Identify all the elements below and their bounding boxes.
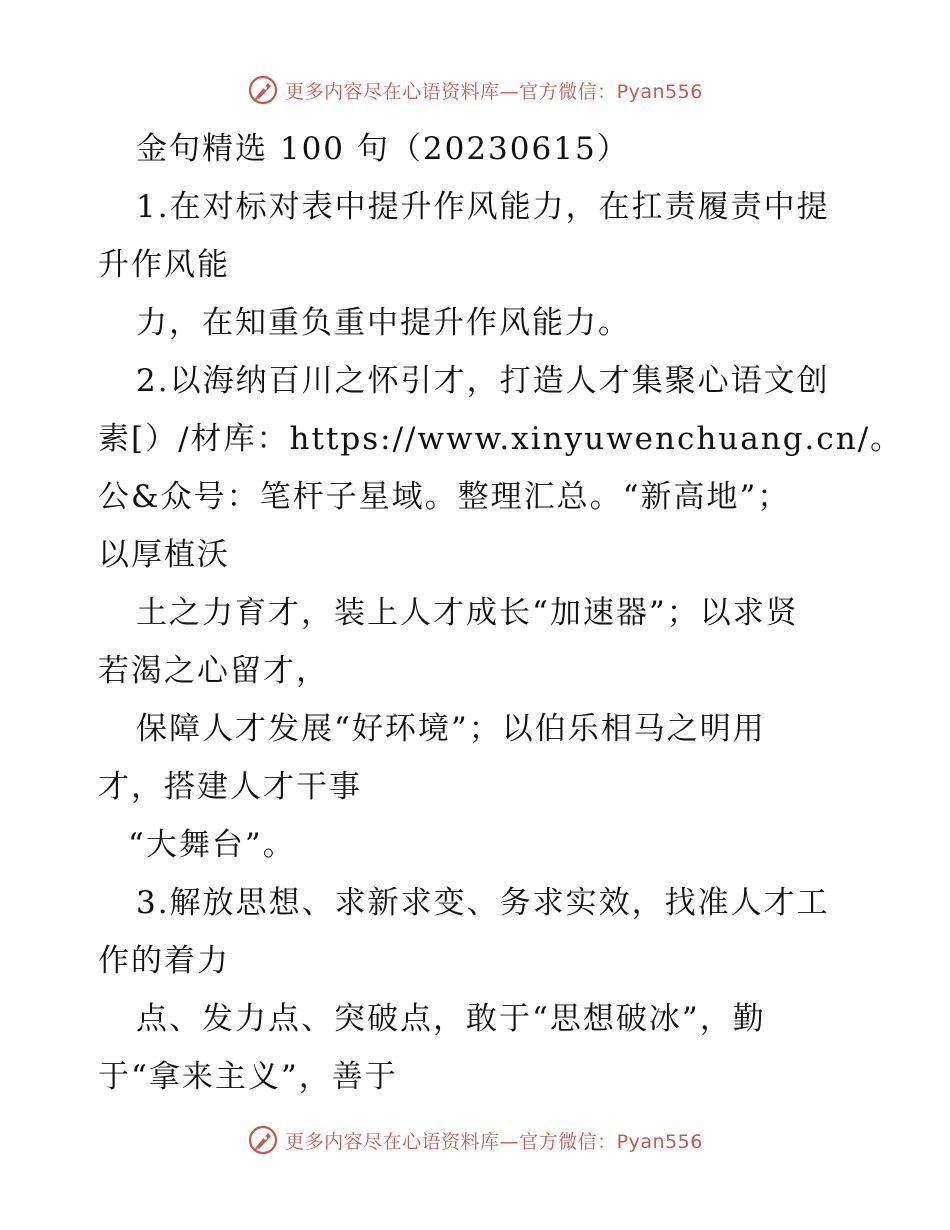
doc-line: 才，搭建人才干事	[98, 769, 362, 805]
document-body	[98, 120, 904, 1106]
doc-title: 金句精选 100 句（20230615）	[136, 131, 630, 167]
doc-line: 若渴之心留才，	[98, 653, 329, 689]
doc-line: 公&众号：笔杆子星域。整理汇总。“新高地”；	[98, 479, 791, 515]
pen-nib-logo-icon	[247, 74, 279, 106]
doc-line: 3.解放思想、求新求变、务求实效，找准人才工	[136, 885, 830, 921]
header-watermark	[0, 72, 950, 108]
watermark-text: 更多内容尽在心语资料库—官方微信：Pyan556	[285, 1130, 703, 1153]
doc-line: 作的着力	[98, 943, 230, 979]
doc-line: 1.在对标对表中提升作风能力，在扛责履责中提	[136, 189, 830, 225]
doc-line: 素[）/材库：https://www.xinyuwenchuang.cn/。	[98, 421, 904, 457]
doc-line: 升作风能	[98, 247, 230, 283]
doc-line: 力，在知重负重中提升作风能力。	[136, 305, 631, 341]
doc-line: 以厚植沃	[98, 537, 230, 573]
pen-nib-logo-icon	[247, 1124, 279, 1156]
footer-watermark	[0, 1122, 950, 1158]
doc-line: 点、发力点、突破点，敢于“思想破冰”，勤	[136, 1001, 766, 1037]
doc-line: “大舞台”。	[128, 827, 296, 863]
doc-line: 保障人才发展“好环境”；以伯乐相马之明用	[136, 711, 766, 747]
doc-line: 于“拿来主义”，善于	[98, 1059, 398, 1095]
doc-line: 2.以海纳百川之怀引才，打造人才集聚心语文创	[136, 363, 830, 399]
doc-line: 土之力育才，装上人才成长“加速器”；以求贤	[136, 595, 799, 631]
watermark-text: 更多内容尽在心语资料库—官方微信：Pyan556	[285, 80, 703, 103]
